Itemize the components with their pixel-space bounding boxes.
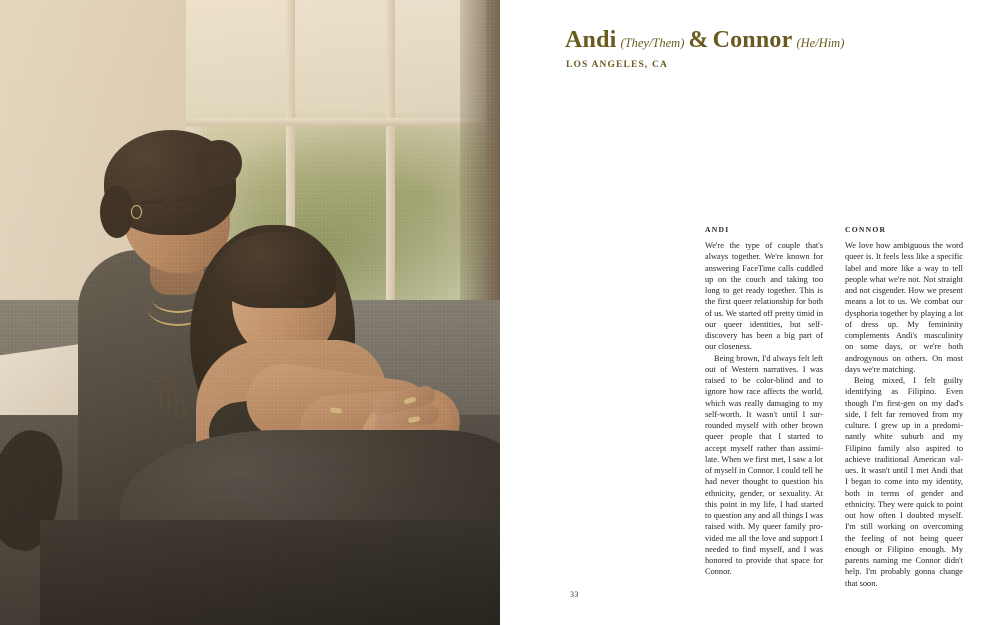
speaker-label-andi: ANDI xyxy=(705,225,730,234)
interview-columns xyxy=(705,225,963,589)
paragraph: Being brown, I'd always felt left out of Western narratives. I was raised to be color-blind and to ignore how race affects the world, which was really damaging to my self-worth. It wasn't until I sur-rounded myself with other brown queer people that I started to accept myself rather than assimi-late. When we first met, I saw a lot of myself in Connor. I could tell he had never thought to question his ethnicity, gender, or sexuality. At this point in my life, I had started to question any and all things I was raised with. My queer family pro-vided me all the love and support I needed to find myself, and I was honored to provide that space for Connor. xyxy=(705,353,823,577)
page-title xyxy=(565,27,844,54)
ampersand: & xyxy=(688,27,709,53)
page-number: 33 xyxy=(570,590,579,599)
paragraph: We're the type of couple that's always together. We're known for answering FaceTime calls cuddled up on the couch and taking too long to get ready together. This is the first queer relationship for both of us. We started off pretty timid in our queer identities, but self-discovery has been a big part of our closeness. xyxy=(705,241,823,352)
text-page xyxy=(500,0,1000,625)
subject-pronouns-two: (He/Him) xyxy=(796,36,845,50)
subject-pronouns-one: (They/Them) xyxy=(620,36,685,50)
subject-name-two: Connor xyxy=(712,27,793,53)
column-andi xyxy=(705,225,823,589)
location-label: LOS ANGELES, CA xyxy=(566,60,668,70)
paragraph: Being mixed, I felt guilty identifying as Filipino. Even though I'm first-gen on my dad's side, I felt far removed from my culture. I grew up in a predomi-nantly white suburb and my Filipino family also aspired to achieve traditional American val-ues. It wasn't until I met Andi that I began to come into my identity, both in terms of gender and ethnicity. They were quick to point out how often I doubted myself. I'm still working on overcoming the feeling of not being queer enough or Filipino enough. My parents naming me Connor didn't help. I'm probably gonna change that soon. xyxy=(845,376,963,588)
speaker-label-connor: CONNOR xyxy=(845,225,887,234)
subject-name-one: Andi xyxy=(565,27,617,53)
paragraph: We love how ambiguous the word queer is. It feels less like a specific label and more like a way to tell people what we're not. Not straight and not cisgender. How we present means a lot to us. We combat our dysphoria together by playing a lot of dress up. My femininity complements Andi's masculinity on some days, or we're both androgynous on others. On most days we're matching. xyxy=(845,241,963,374)
column-connor xyxy=(845,225,963,589)
